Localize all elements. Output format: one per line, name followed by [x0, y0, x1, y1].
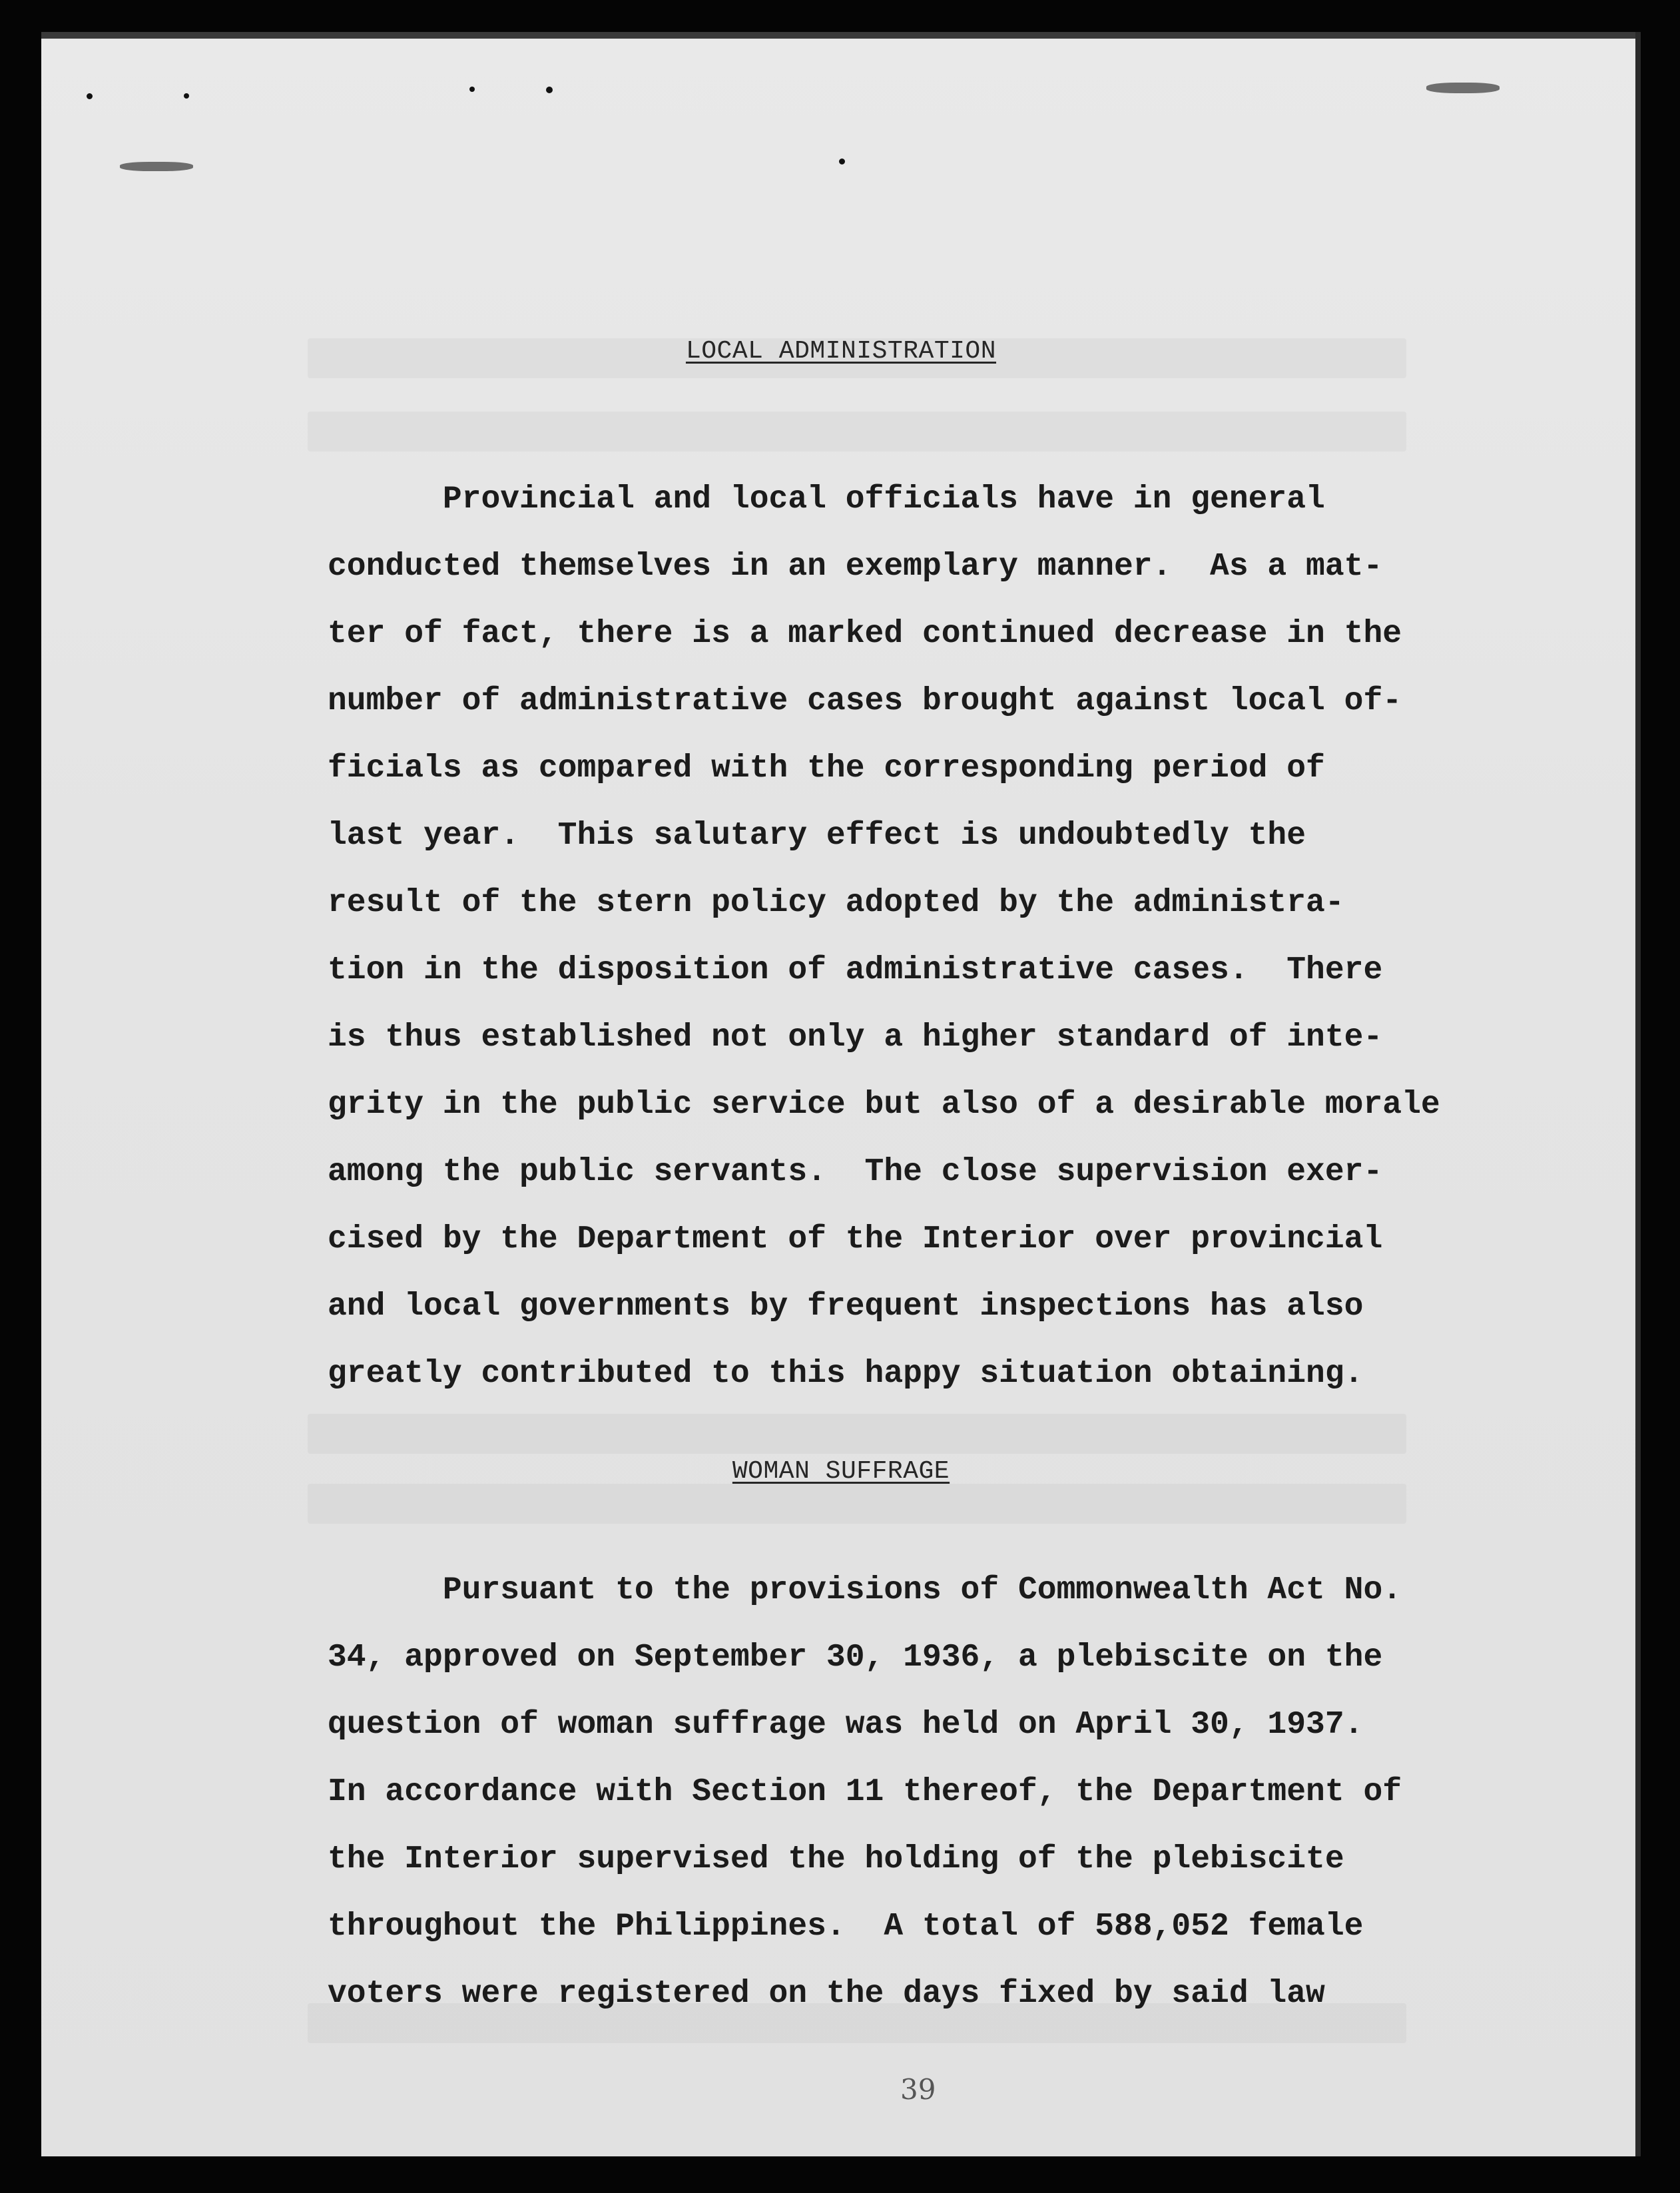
text-line: greatly contributed to this happy situation obtaining.: [328, 1356, 1364, 1392]
text-line: question of woman suffrage was held on April 30, 1937.: [328, 1707, 1364, 1743]
text-line: number of administrative cases brought against local of-: [328, 683, 1402, 719]
text-line: grity in the public service but also of a desirable morale: [328, 1087, 1440, 1123]
section-heading-woman-suffrage: WOMAN SUFFRAGE: [732, 1457, 950, 1486]
text-line: throughout the Philippines. A total of 588,052 female: [328, 1909, 1364, 1945]
text-line: conducted themselves in an exemplary manner. As a mat-: [328, 549, 1383, 585]
scan-smudge: [1426, 83, 1500, 93]
document-page: [41, 32, 1641, 2156]
scan-smudge: [120, 162, 193, 171]
text-line: last year. This salutary effect is undoubtedly the: [328, 818, 1306, 854]
scan-speck: [546, 87, 553, 93]
bleed-through: [308, 1414, 1406, 1454]
text-line: tion in the disposition of administrative cases. There: [328, 952, 1383, 988]
text-line: cised by the Department of the Interior over provincial: [328, 1221, 1383, 1257]
text-line: result of the stern policy adopted by the administra-: [328, 885, 1344, 921]
text-line: the Interior supervised the holding of the plebiscite: [328, 1841, 1344, 1877]
scan-speck: [839, 158, 845, 164]
scan-speck: [469, 87, 475, 92]
text-line: 34, approved on September 30, 1936, a plebiscite on the: [328, 1640, 1383, 1676]
text-line: among the public servants. The close supervision exer-: [328, 1154, 1383, 1190]
scan-speck: [184, 93, 189, 99]
section-heading-local-administration: LOCAL ADMINISTRATION: [685, 337, 997, 366]
scan-speck: [87, 93, 93, 99]
text-line: ficials as compared with the corresponding period of: [328, 751, 1325, 786]
page-number: 39: [900, 2073, 936, 2106]
text-line: and local governments by frequent inspections has also: [328, 1289, 1364, 1325]
text-line: voters were registered on the days fixed by said law: [328, 1976, 1325, 2012]
text-line: is thus established not only a higher standard of inte-: [328, 1020, 1383, 1056]
text-line: Provincial and local officials have in general: [328, 481, 1325, 517]
text-line: ter of fact, there is a marked continued decrease in the: [328, 616, 1402, 652]
text-line: In accordance with Section 11 thereof, the Department of: [328, 1774, 1402, 1810]
text-line: Pursuant to the provisions of Commonwealth Act No.: [328, 1572, 1402, 1608]
bleed-through: [308, 1484, 1406, 1524]
page-top-edge: [41, 32, 1641, 39]
bleed-through: [308, 412, 1406, 452]
woman-suffrage-paragraph: [328, 1557, 1593, 2028]
local-administration-paragraph: [328, 466, 1593, 1408]
